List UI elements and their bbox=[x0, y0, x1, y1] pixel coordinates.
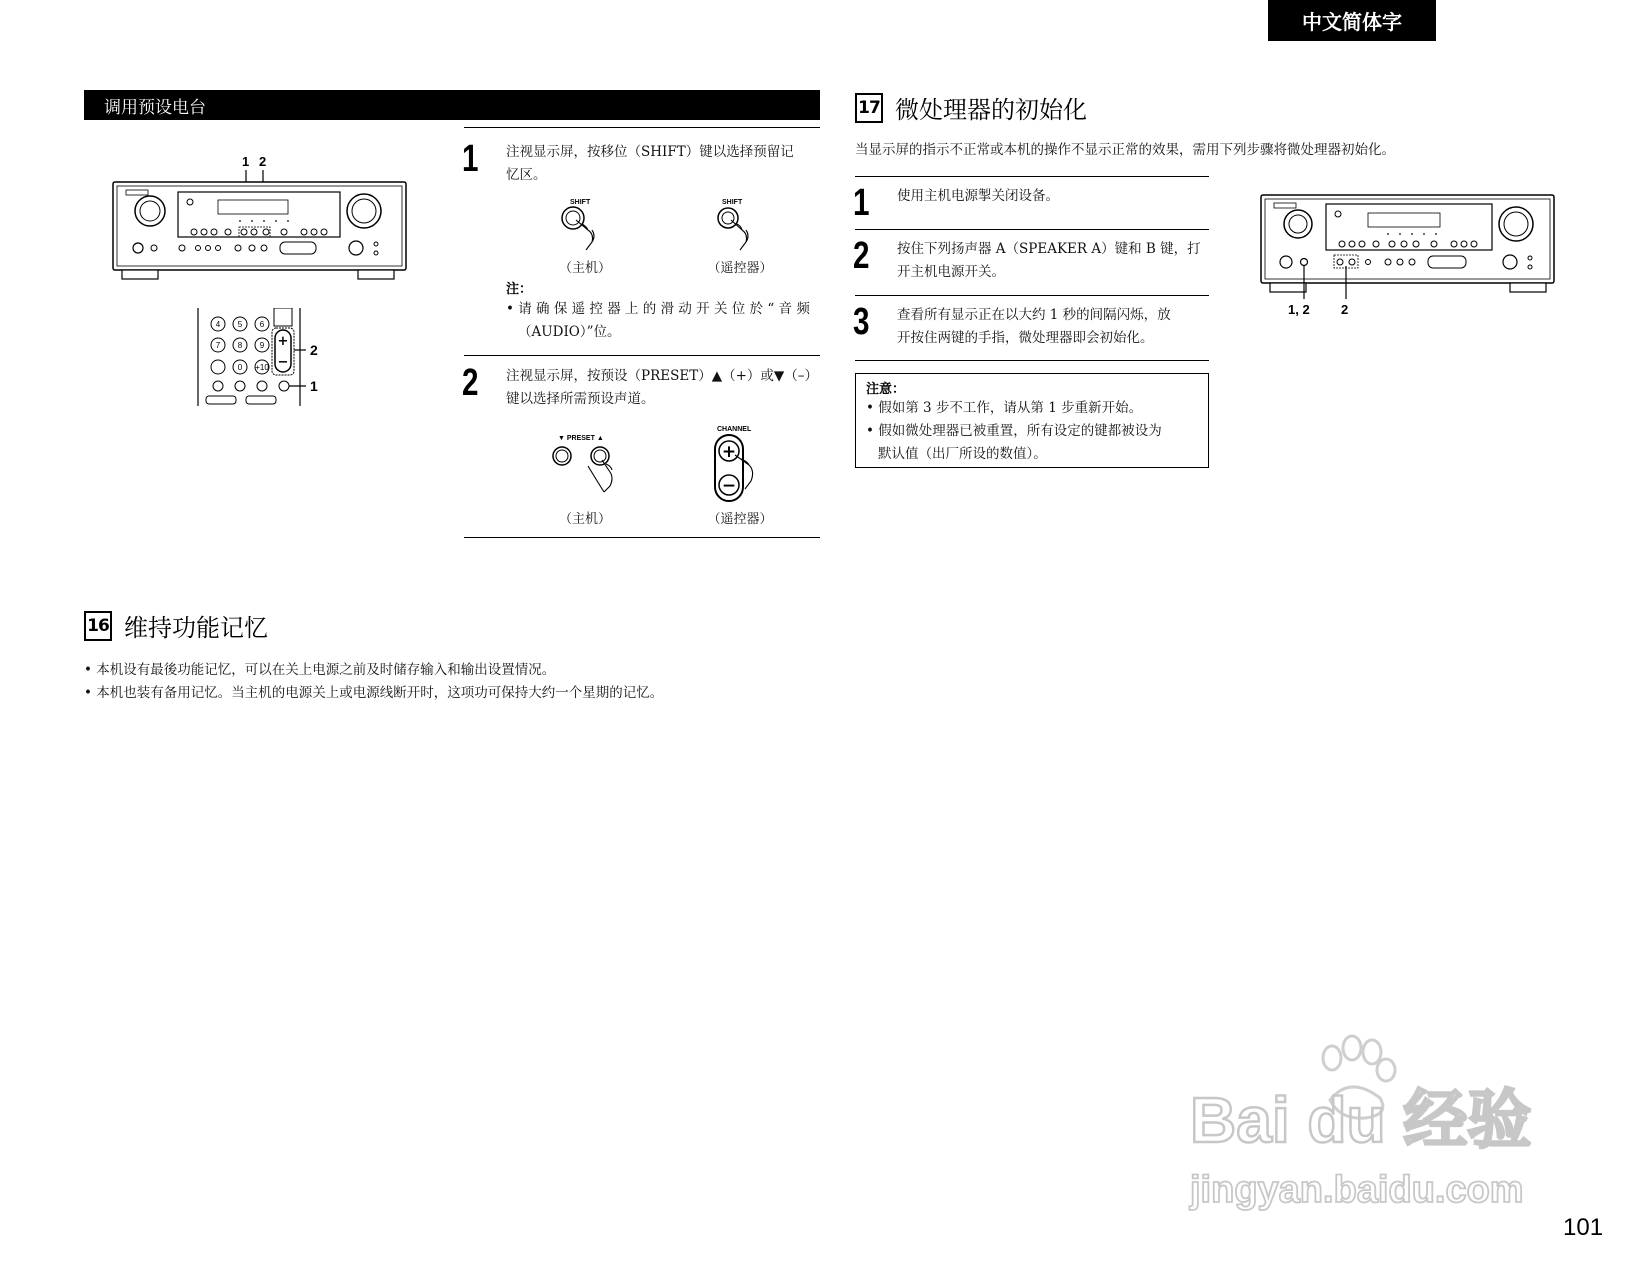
init-step-2-number: 2 bbox=[853, 235, 870, 277]
svg-text:7: 7 bbox=[215, 341, 221, 350]
svg-text:4: 4 bbox=[215, 320, 221, 329]
svg-text:0: 0 bbox=[237, 363, 243, 372]
svg-text:+: + bbox=[277, 334, 289, 349]
divider bbox=[464, 127, 820, 128]
step-1-text: 注视显示屏，按移位（SHIFT）键以选择预留记 忆区。 bbox=[506, 144, 794, 183]
recall-preset-header bbox=[84, 90, 820, 120]
remote-control-diagram bbox=[196, 308, 331, 410]
svg-text:−: − bbox=[277, 355, 289, 370]
init-step-2-text: 按住下列扬声器 A（SPEAKER A）键和 B 键，打 开主机电源开关。 bbox=[897, 241, 1201, 280]
section-16-number: 16 bbox=[84, 611, 112, 641]
remote-label-2: 2 bbox=[310, 342, 318, 358]
section-16-heading bbox=[84, 608, 268, 643]
init-step-1-number: 1 bbox=[853, 182, 870, 224]
step-1-note: • 请 确 保 遥 控 器 上 的 滑 动 开 关 位 於 “ 音 频 （AUDIO）”位。 bbox=[506, 301, 810, 340]
svg-text:+: + bbox=[721, 442, 737, 462]
shift-button-remote-illustration bbox=[706, 196, 776, 254]
baidu-watermark bbox=[1180, 1030, 1600, 1230]
section-17-intro: 当显示屏的指示不正常或本机的操作不显示正常的效果，需用下列步骤将微处理器初始化。 bbox=[855, 142, 1395, 158]
divider bbox=[464, 355, 820, 356]
note-label: 注： bbox=[506, 282, 533, 297]
shift-label-main: SHIFT bbox=[570, 199, 591, 206]
step-2-number: 2 bbox=[462, 362, 479, 404]
caption-remote: （遥控器） bbox=[707, 261, 773, 276]
watermark-brand: Bai du 经验 bbox=[1190, 1084, 1532, 1156]
caption-main: （主机） bbox=[558, 261, 611, 276]
init-step-3-text: 查看所有显示正在以大约 1 秒的间隔闪烁，放 开按住两键的手指，微处理器即会初始化。 bbox=[897, 307, 1171, 346]
divider bbox=[855, 176, 1209, 177]
watermark-url: jingyan.baidu.com bbox=[1190, 1169, 1524, 1211]
caution-line: 默认值（出厂所设的数值）。 bbox=[878, 446, 1047, 462]
svg-text:−: − bbox=[721, 476, 737, 496]
divider bbox=[855, 360, 1209, 361]
channel-label: CHANNEL bbox=[717, 426, 752, 433]
init-step-1-text: 使用主机电源掣关闭设备。 bbox=[897, 188, 1059, 204]
svg-text:6: 6 bbox=[259, 320, 265, 329]
svg-text:8: 8 bbox=[237, 341, 243, 350]
preset-buttons-illustration bbox=[548, 432, 628, 494]
section-16-title: 维持功能记忆 bbox=[124, 614, 268, 642]
diagram-label-1: 1 bbox=[242, 154, 250, 169]
step-1-number: 1 bbox=[462, 138, 479, 180]
diagram-label-2: 2 bbox=[259, 154, 267, 169]
init-diagram-label-2: 2 bbox=[1341, 302, 1349, 317]
caption-main: （主机） bbox=[558, 512, 611, 527]
receiver-front-panel-diagram-init bbox=[1258, 192, 1558, 327]
section-17-heading bbox=[855, 90, 1087, 125]
channel-buttons-illustration bbox=[705, 423, 775, 505]
caution-line: • 假如第 3 步不工作，请从第 1 步重新开始。 bbox=[866, 400, 1143, 416]
step-2-text: 注视显示屏，按预设（PRESET）▲（+）或▼（–） 键以选择所需预设声道。 bbox=[506, 368, 819, 407]
caution-line: • 假如微处理器已被重置，所有设定的键都被设为 bbox=[866, 423, 1162, 439]
caption-remote: （遥控器） bbox=[707, 512, 773, 527]
shift-button-main-illustration bbox=[548, 196, 618, 254]
init-step-3-number: 3 bbox=[853, 301, 870, 343]
receiver-front-panel-diagram bbox=[108, 150, 413, 285]
svg-text:9: 9 bbox=[259, 341, 265, 350]
svg-text:5: 5 bbox=[237, 320, 243, 329]
divider bbox=[855, 295, 1209, 296]
caution-label: 注意： bbox=[866, 382, 906, 397]
language-tab: 中文简体字 bbox=[1268, 0, 1436, 41]
recall-preset-title: 调用预设电台 bbox=[104, 97, 206, 118]
svg-text:+10: +10 bbox=[255, 363, 269, 372]
section-16-bullet: • 本机也装有备用记忆。当主机的电源关上或电源线断开时，这项功可保持大约一个星期的记忆。 bbox=[84, 685, 664, 701]
section-17-title: 微处理器的初始化 bbox=[895, 96, 1087, 124]
caution-note-box bbox=[855, 373, 1209, 468]
section-17-number: 17 bbox=[855, 93, 883, 123]
divider bbox=[464, 537, 820, 538]
remote-label-1: 1 bbox=[310, 378, 318, 394]
section-16-bullet: • 本机设有最後功能记忆，可以在关上电源之前及时储存输入和输出设置情况。 bbox=[84, 662, 556, 678]
shift-label-remote: SHIFT bbox=[722, 199, 743, 206]
preset-label: ▼ PRESET ▲ bbox=[558, 435, 604, 442]
init-diagram-label-1-2: 1, 2 bbox=[1288, 302, 1310, 317]
divider bbox=[855, 229, 1209, 230]
page-number: 101 bbox=[1563, 1214, 1604, 1241]
